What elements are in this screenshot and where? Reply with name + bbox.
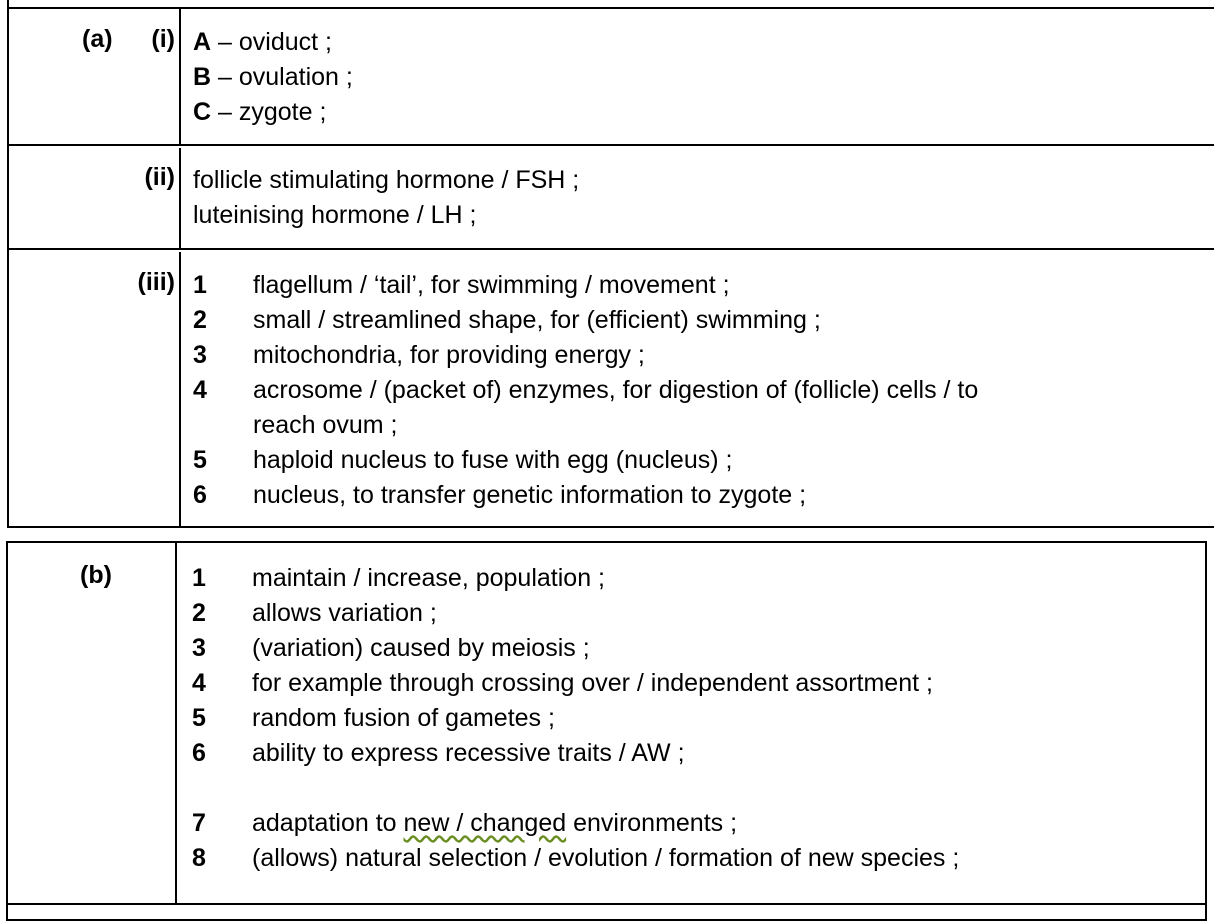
- row-a-iii: [9, 252, 1214, 526]
- list-item: 7 adaptation to new / changed environments ;: [192, 809, 738, 837]
- subpart-label: (iii): [137, 268, 175, 296]
- row-content: [193, 268, 1214, 526]
- row-label: [9, 252, 181, 526]
- answer-line: B – ovulation ;: [193, 63, 353, 91]
- row-label: [8, 543, 177, 903]
- mark-scheme-table-a: [7, 0, 1214, 528]
- list-item: 1 flagellum / ‘tail’, for swimming / movement ;: [193, 271, 730, 299]
- list-item: 2 allows variation ;: [192, 599, 437, 627]
- list-item: 3 mitochondria, for providing energy ;: [193, 341, 645, 369]
- row-label: [9, 148, 181, 248]
- spacer: [192, 771, 1205, 806]
- part-label: (a): [82, 25, 113, 53]
- subpart-label: (ii): [144, 163, 175, 191]
- list-item: 1 maintain / increase, population ;: [192, 564, 605, 592]
- spell-check-underline: new / changed: [403, 809, 567, 837]
- list-item-continuation: reach ovum ;: [253, 411, 398, 439]
- list-item: 5 haploid nucleus to fuse with egg (nucleus) ;: [193, 446, 733, 474]
- answer-line: follicle stimulating hormone / FSH ;: [193, 166, 580, 194]
- list-item: 5 random fusion of gametes ;: [192, 704, 555, 732]
- list-item: 3 (variation) caused by meiosis ;: [192, 634, 590, 662]
- part-label: (b): [80, 561, 112, 589]
- list-item: 8 (allows) natural selection / evolution / formation of new species ;: [192, 844, 960, 872]
- answer-line: luteinising hormone / LH ;: [193, 201, 477, 229]
- row-a-i: [9, 9, 1214, 146]
- list-item: 4 acrosome / (packet of) enzymes, for digestion of (follicle) cells / to: [193, 376, 979, 404]
- row-b: [8, 543, 1205, 905]
- list-item: 6 nucleus, to transfer genetic information to zygote ;: [193, 481, 807, 509]
- row-a-ii: [9, 148, 1214, 250]
- row-content: [192, 561, 1205, 903]
- row-label: [9, 9, 181, 144]
- list-item: 4 for example through crossing over / independent assortment ;: [192, 669, 933, 697]
- answer-line: A – oviduct ;: [193, 28, 332, 56]
- mark-scheme-table-b: [6, 541, 1207, 921]
- subpart-label: (i): [151, 25, 175, 53]
- row-content: [193, 163, 1214, 248]
- row-content: [193, 25, 1214, 144]
- list-item: 2 small / streamlined shape, for (efficient) swimming ;: [193, 306, 821, 334]
- answer-line: C – zygote ;: [193, 98, 327, 126]
- list-item: 6 ability to express recessive traits / AW ;: [192, 739, 685, 767]
